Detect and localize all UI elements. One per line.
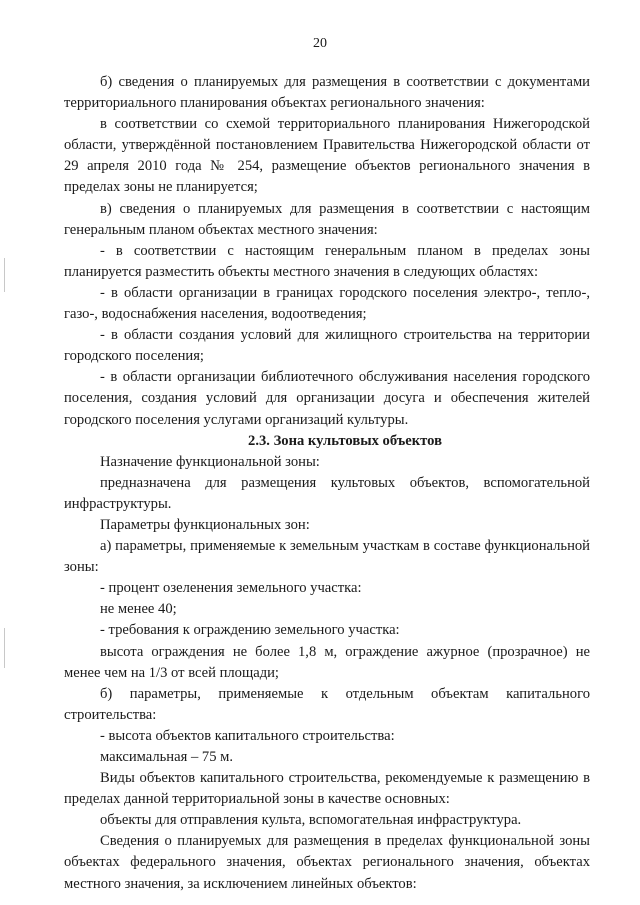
greening-value: не менее 40; (100, 601, 177, 618)
fence-value: высота ограждения не более 1,8 м, ограждение ажурное (прозрачное) не менее чем на 1/3 от всей площади; (64, 643, 590, 681)
building-types-value: объекты для отправления культа, вспомогательная инфраструктура. (100, 812, 522, 829)
purpose-text: предназначена для размещения культовых объектов, вспомогательной инфраструктуры. (64, 474, 590, 512)
purpose-label: Назначение функциональной зоны: (100, 453, 320, 470)
building-types-label: Виды объектов капитального строительства, рекомендуемые к размещению в пределах данной территориальной зоны в качестве основных: (64, 770, 590, 808)
params-land-plots: а) параметры, применяемые к земельным участкам в составе функциональной зоны: (64, 538, 590, 576)
params-label: Параметры функциональных зон: (100, 516, 310, 533)
paragraph-local-objects-intro: в) сведения о планируемых для размещения в соответствии с настоящим генеральным планом объектах местного значения: (64, 200, 590, 238)
scan-edge-mark-top (4, 258, 5, 292)
height-value: максимальная – 75 м. (100, 749, 234, 765)
paragraph-regional-objects-intro: б) сведения о планируемых для размещения в соответствии с документами территориального планирования объектах регионального значения: (64, 74, 590, 112)
fence-label: - требования к ограждению земельного участка: (100, 622, 400, 639)
height-label: - высота объектов капитального строительства: (100, 727, 395, 744)
paragraph-local-plan: - в соответствии с настоящим генеральным планом в пределах зоны планируется разместить объекты местного значения в следующих областях: (64, 242, 590, 280)
scan-edge-mark-bottom (4, 628, 5, 668)
list-item-housing: - в области создания условий для жилищного строительства на территории городского поселения; (64, 327, 590, 365)
planned-objects-info: Сведения о планируемых для размещения в пределах функциональной зоны объектах федерального значения, объектах регионального значения, объектах местного значения, за исключением линейных объектов: (64, 833, 590, 892)
document-body (64, 72, 590, 895)
page-number: 20 (313, 36, 327, 51)
paragraph-regional-plan: в соответствии со схемой территориального планирования Нижегородской области, утверждённой постановлением Правительства Нижегородской области от 29 апреля 2010 года № 254, размещение объектов регионального значения в пределах зоны не планируется; (64, 116, 590, 196)
params-buildings: б) параметры, применяемые к отдельным объектам капитального строительства: (64, 685, 590, 723)
list-item-library-culture: - в области организации библиотечного обслуживания населения городского поселения, создания условий для организации досуга и обеспечения жителей городского поселения услугами организаций культуры. (64, 369, 590, 428)
list-item-utilities: - в области организации в границах городского поселения электро-, тепло-, газо-, водоснабжения населения, водоотведения; (64, 284, 590, 323)
greening-label: - процент озеленения земельного участка: (100, 580, 362, 597)
section-heading: 2.3. Зона культовых объектов (248, 432, 442, 449)
